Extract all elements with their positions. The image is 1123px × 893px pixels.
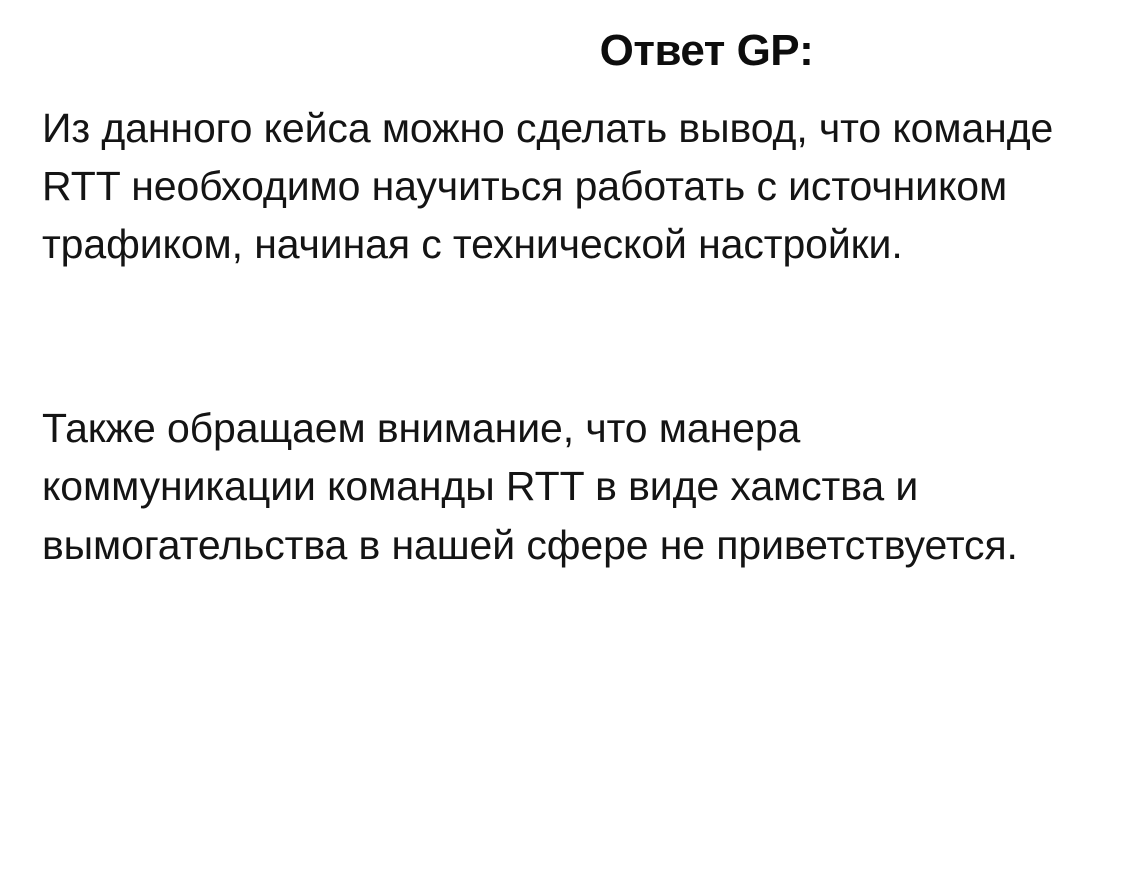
page-title: Ответ GP: (599, 26, 814, 75)
paragraph-block-2 (0, 399, 1123, 574)
paragraph-text: Из данного кейса можно сделать вывод, что команде RTT необходимо научиться работать с источником трафиком, начиная с технической настройки. (42, 104, 1054, 268)
paragraph-block-1 (0, 99, 1123, 274)
paragraph-text: Также обращаем внимание, что манера коммуникации команды RTT в виде хамства и вымогательства в нашей сфере не приветствуется. (42, 405, 1018, 568)
